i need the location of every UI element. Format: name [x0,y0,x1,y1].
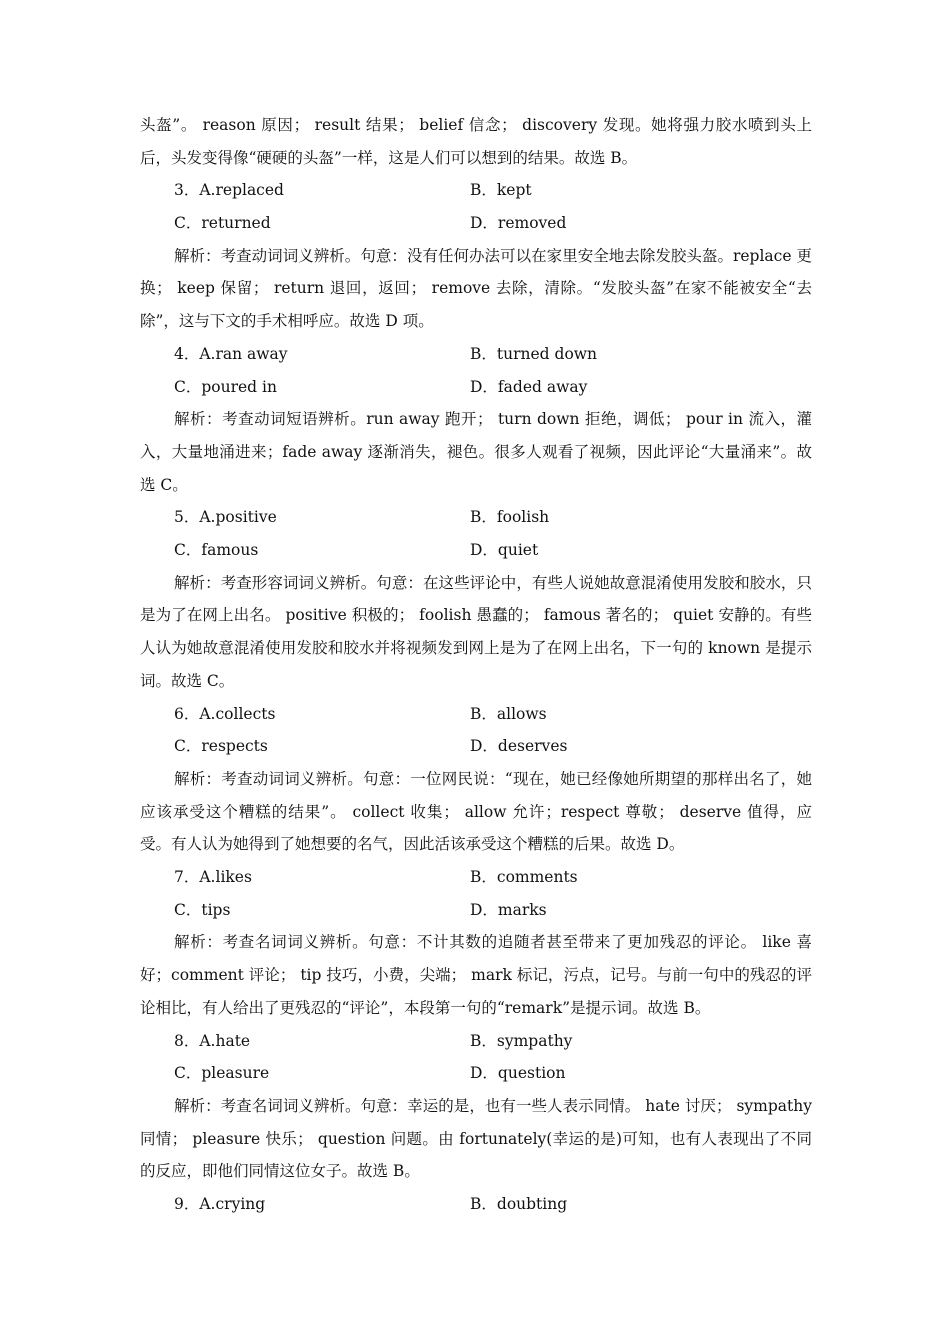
explanation-text: 考查名词词义辨析。句意：幸运的是，也有一些人表示同情。 hate 讨厌； sympathy 同情； pleasure 快乐； question 问题。由 fortunately(幸运的是)可知，也有人表现出了不同的反应，即他们同情这位女子。故选 B。 [140,1096,812,1181]
document-page [140,109,812,1221]
option-right: B．comments [470,868,578,887]
option-left: C．pleasure [174,1064,270,1083]
explanation-label: 解析： [174,410,223,429]
option-right: B．doubting [470,1195,568,1214]
option-right: D．quiet [470,541,539,560]
explanation-label: 解析： [174,573,221,592]
option-right: B．sympathy [470,1031,573,1050]
option-row [140,1057,812,1090]
explanation-paragraph [140,763,812,861]
option-row [140,730,812,763]
option-right: D．question [470,1064,566,1083]
option-right: D．marks [470,900,547,919]
explanation-paragraph [140,1090,812,1188]
explanation-text: 考查动词短语辨析。run away 跑开； turn down 拒绝，调低； pour in 流入，灌入，大量地涌进来；fade away 逐渐消失，褪色。很多人观看了视频，因此评论“大量涌来”。故选 C。 [140,410,812,494]
option-right: D．deserves [470,737,568,756]
option-row [140,894,812,927]
option-left: 5．A.positive [174,508,277,527]
explanation-label: 解析： [174,769,222,788]
explanation-paragraph [140,109,812,174]
explanation-text: 头盔”。 reason 原因； result 结果； belief 信念； discovery 发现。她将强力胶水喷到头上后，头发变得像“硬硬的头盔”一样，这是人们可以想到的结果。故选 B。 [140,116,812,167]
option-row [140,174,812,207]
explanation-paragraph [140,240,812,338]
option-right: B．kept [470,181,532,200]
option-right: B．foolish [470,508,550,527]
option-row [140,698,812,731]
option-row [140,534,812,567]
option-right: B．allows [470,704,547,723]
option-left: C．famous [174,541,259,560]
option-left: 9．A.crying [174,1195,266,1214]
explanation-label: 解析： [174,1096,221,1115]
option-row [140,1188,812,1221]
explanation-text: 考查动词词义辨析。句意：一位网民说：“现在，她已经像她所期望的那样出名了，她应该承受这个糟糕的结果”。 collect 收集； allow 允许；respect 尊敬； deserve 值得，应受。有人认为她得到了她想要的名气，因此活该承受这个糟糕的后果。故选 D。 [140,769,812,854]
option-left: C．tips [174,900,231,919]
option-right: D．removed [470,214,567,233]
explanation-paragraph [140,926,812,1024]
option-left: 8．A.hate [174,1031,251,1050]
option-row [140,1025,812,1058]
explanation-label: 解析： [174,246,221,265]
option-right: B．turned down [470,344,598,363]
option-left: C．returned [174,214,271,233]
option-left: 3．A.replaced [174,181,284,200]
explanation-paragraph [140,403,812,501]
explanation-paragraph [140,567,812,698]
explanation-text: 考查形容词词义辨析。句意：在这些评论中，有些人说她故意混淆使用发胶和胶水，只是为了在网上出名。 positive 积极的； foolish 愚蠢的； famous 著名的； quiet 安静的。有些人认为她故意混淆使用发胶和胶水并将视频发到网上是为了在网上出名，下一句的 known 是提示词。故选 C。 [140,573,812,690]
option-row [140,207,812,240]
option-right: D．faded away [470,377,588,396]
option-left: 6．A.collects [174,704,276,723]
option-row [140,371,812,404]
explanation-text: 考查名词词义辨析。句意：不计其数的追随者甚至带来了更加残忍的评论。 like 喜好；comment 评论； tip 技巧，小费，尖端； mark 标记，污点，记号。与前一句中的残忍的评论相比，有人给出了更残忍的“评论”，本段第一句的“remark”是提示词。故选 B。 [140,933,812,1017]
option-left: C．poured in [174,377,277,396]
option-left: 4．A.ran away [174,344,288,363]
option-left: C．respects [174,737,268,756]
option-row [140,861,812,894]
option-row [140,338,812,371]
option-left: 7．A.likes [174,868,252,887]
option-row [140,501,812,534]
explanation-label: 解析： [174,933,223,952]
explanation-text: 考查动词词义辨析。句意：没有任何办法可以在家里安全地去除发胶头盔。replace 更换； keep 保留； return 退回，返回； remove 去除，清除。“发胶头盔”在家不能被安全“去除”，这与下文的手术相呼应。故选 D 项。 [140,246,812,331]
